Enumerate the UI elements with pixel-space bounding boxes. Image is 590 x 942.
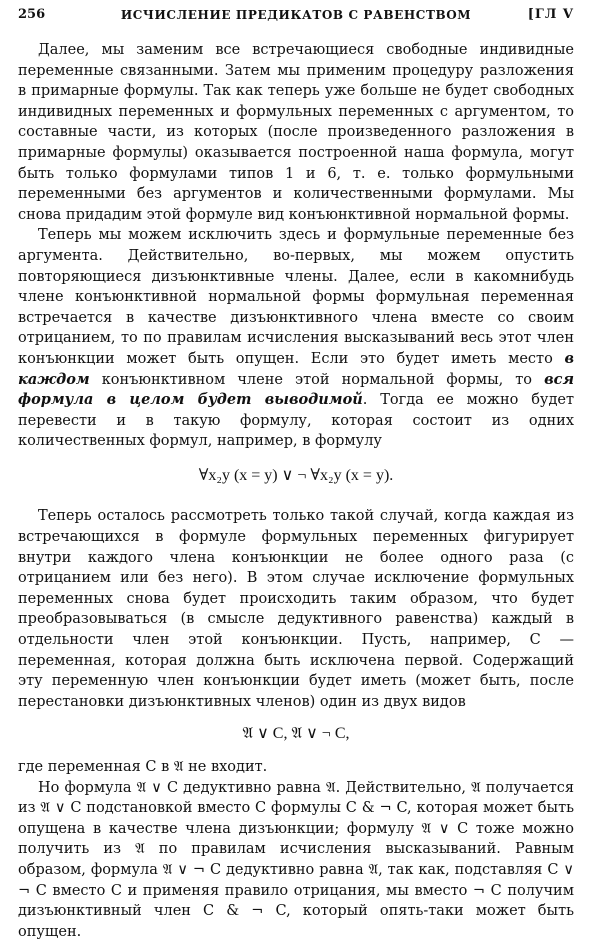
running-title: ИСЧИСЛЕНИЕ ПРЕДИКАТОВ С РАВЕНСТВОМ [120,8,472,22]
page-number: 256 [18,7,46,22]
display-formula-1: ∀x₂y (x = y) ∨ ¬ ∀x₂y (x = y). [198,466,394,484]
paragraph-3: Теперь осталось рассмотреть только такой случай, когда каждая из встречающихся в формуле формульных переменных фигурирует внутри каждого члена конъюнкции не более одного раза (с отрицанием или без него). В этом случае исключение формульных переменных снова будет происходить таким образом, что будет преобразовываться (в смысле дедуктивного равенства) каждый в отдельности член этой конъюнкции. Пусть, например, C — переменная, которая должна быть исключена первой. Содержащий эту переменную член конъюнкции будет иметь (может быть, после перестановки дизъюнктивных членов) один из двух видов [18,508,574,710]
page-body [18,40,574,942]
emphasis-whole-formula: вся формула в целом будет выводимой [18,370,574,409]
paragraph-2 [18,225,574,452]
paragraph-1: Далее, мы заменим все встречающиеся свободные индивидные переменные связанными. Затем мы применим процедуру разложения в примарные формулы. Так как теперь уже больше не будет свободных индивидных переменных и формульных переменных с аргументом, то составные части, из которых (после произведенного разложения в примарные формулы) оказывается построенной наша формула, могут быть только формулами типов 1 и 6, т. е. только формульными переменными без аргументов и количественными формулами. Мы снова придадим этой формуле вид конъюнктивной нормальной формы. [18,42,574,223]
running-header [18,6,574,24]
emphasis-in-each: в каждом [18,349,574,388]
paragraph-2-text-c: . Тогда ее можно будет перевести и в такую формулу, которая состоит из одних количественных формул, например, в формулу [18,392,574,450]
paragraph-4: где переменная C в 𝔄 не входит. [18,759,268,775]
paragraph-5: Но формула 𝔄 ∨ C дедуктивно равна 𝔄. Действительно, 𝔄 получается из 𝔄 ∨ C подстановкой вместо C формулы C & ¬ C, которая может быть опущена в качестве члена дизъюнкции; формулу 𝔄 ∨ C тоже можно получить из 𝔄 по правилам исчисления высказываний. Равным образом, формула 𝔄 ∨ ¬ C дедуктивно равна 𝔄, так как, подставляя C ∨ ¬ C вместо C и применяя правило отрицания, мы вместо ¬ C получим дизъюнктивный член C & ¬ C, который опять-таки может быть опущен. [18,779,574,940]
paragraph-2-text-b: конъюнктивном члене этой нормальной формы, то [89,371,545,388]
display-formula-2: 𝔄 ∨ C, 𝔄 ∨ ¬ C, [242,725,350,743]
paragraph-2-text-a: Теперь мы можем исключить здесь и формульные переменные без аргумента. Действительно, во-первых, мы можем опустить повторяющиеся дизъюнктивные члены. Далее, если в какомнибудь члене конъюнктивной нормальной формы формульная переменная встречается в качестве дизъюнктивного члена вместе со своим отрицанием, то по правилам исчисления высказываний весь этот член конъюнкции может быть опущен. Если это будет иметь место [18,227,574,367]
chapter-marker: [ГЛ V [527,7,574,22]
